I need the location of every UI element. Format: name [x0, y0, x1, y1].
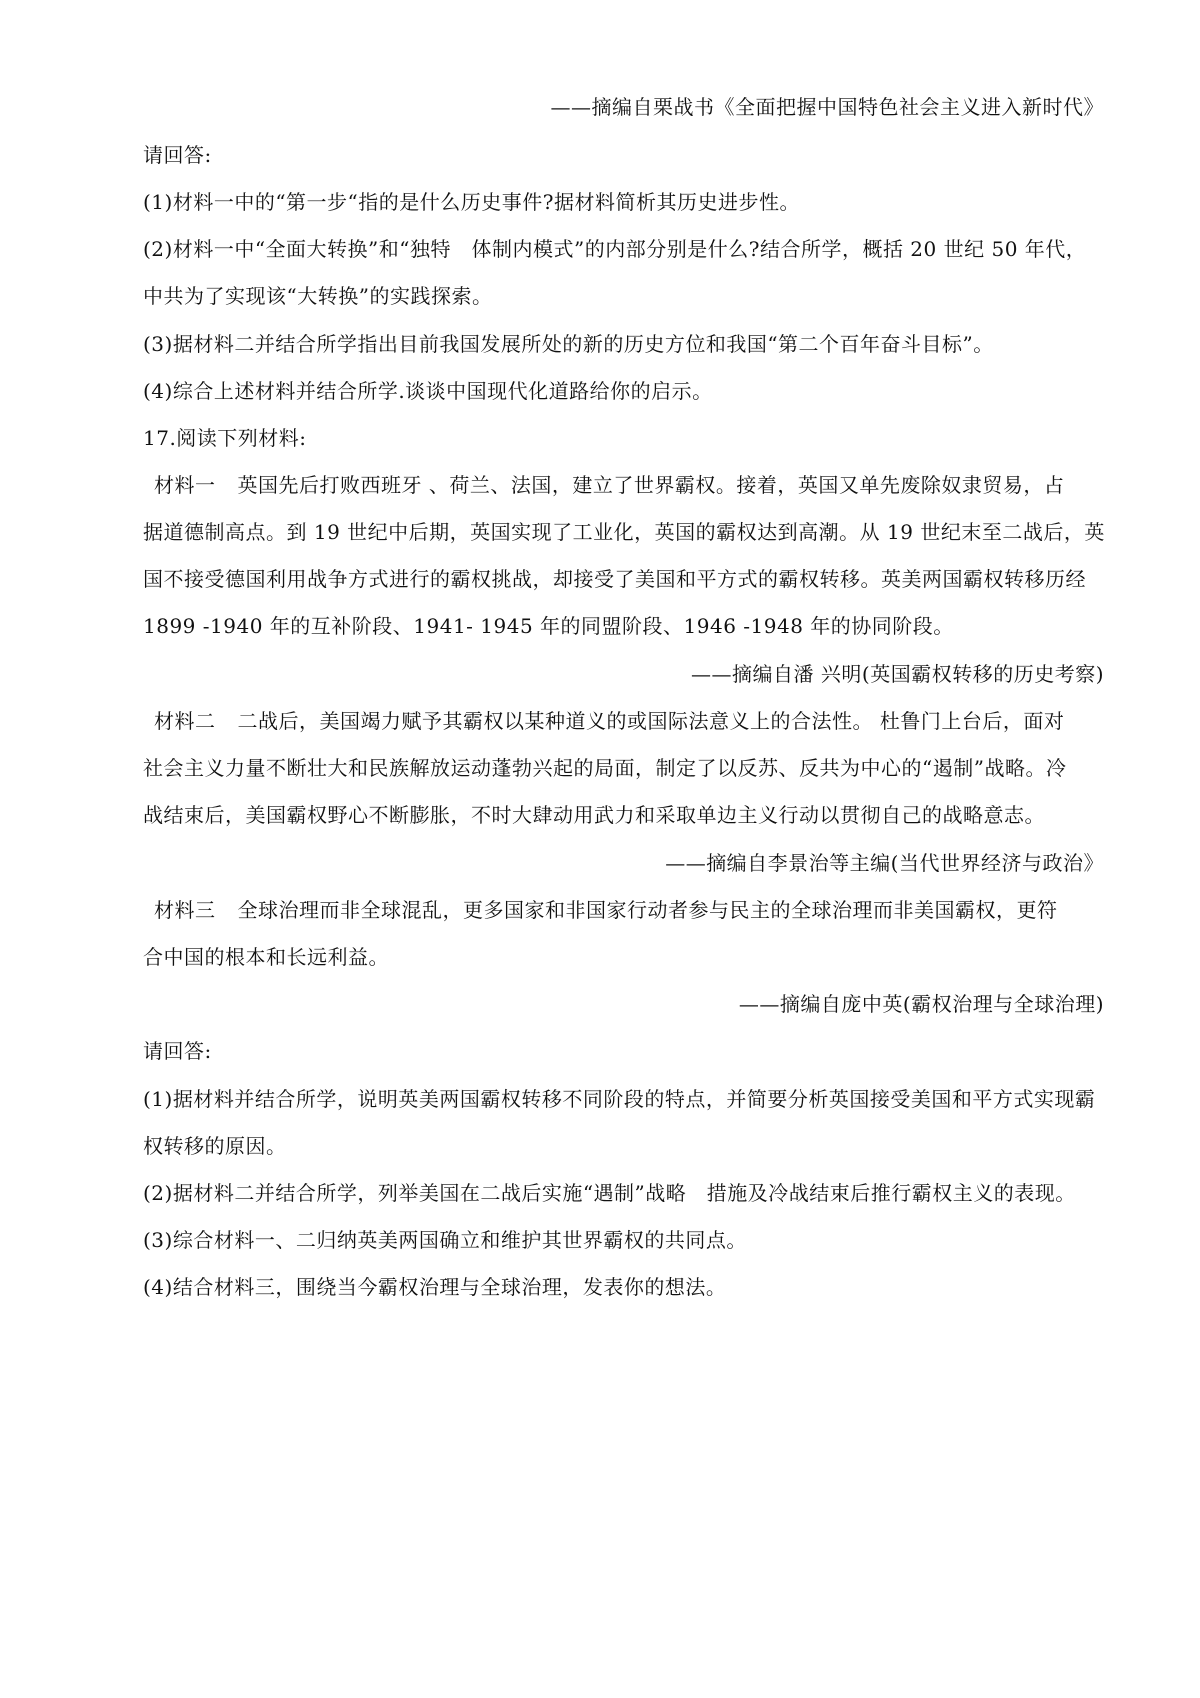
- sub-question-2-continued: 中共为了实现该“大转换”的实践探索。: [143, 284, 493, 308]
- material-1-source: ——摘编自潘 兴明(英国霸权转移的历史考察): [691, 662, 1104, 686]
- sub-question-2: (2)材料一中“全面大转换”和“独特 体制内模式”的内部分别是什么?结合所学，概括 20 世纪 50 年代，: [143, 237, 1087, 261]
- material-3-line-2: 合中国的根本和长远利益。: [143, 945, 389, 969]
- material-2-line-3: 战结束后，美国霸权野心不断膨胀，不时大肆动用武力和采取单边主义行动以贯彻自己的战略意志。: [143, 803, 1045, 827]
- answer-prompt: 请回答:: [143, 1039, 212, 1063]
- answer-prompt: 请回答:: [143, 143, 212, 167]
- sub-question-1-continued: 权转移的原因。: [143, 1134, 287, 1158]
- material-2-text: 二战后，美国竭力赋予其霸权以某种道义的或国际法意义上的合法性。 杜鲁门上台后，面对: [237, 709, 1065, 733]
- question-17-heading: 17.阅读下列材料:: [143, 426, 307, 450]
- material-source-citation: ——摘编自栗战书《全面把握中国特色社会主义进入新时代》: [550, 95, 1104, 119]
- material-1-line-1: [154, 471, 1114, 499]
- material-1-line-3: 国不接受德国利用战争方式进行的霸权挑战，却接受了美国和平方式的霸权转移。英美两国霸权转移历经: [143, 567, 1086, 591]
- sub-question-4: (4)综合上述材料并结合所学.谈谈中国现代化道路给你的启示。: [143, 379, 713, 403]
- material-3-label: 材料三: [154, 898, 216, 922]
- material-1-line-2: 据道德制高点。到 19 世纪中后期，英国实现了工业化，英国的霸权达到高潮。从 19 世纪末至二战后，英: [143, 520, 1105, 544]
- material-1-label: 材料一: [154, 473, 216, 497]
- material-1-line-4: 1899 -1940 年的互补阶段、1941- 1945 年的同盟阶段、1946 -1948 年的协同阶段。: [143, 614, 954, 638]
- material-2-line-1: [154, 707, 1114, 735]
- material-2-source: ——摘编自李景治等主编(当代世界经济与政治》: [665, 851, 1104, 875]
- material-2-line-2: 社会主义力量不断壮大和民族解放运动蓬勃兴起的局面，制定了以反苏、反共为中心的“遏制”战略。冷: [143, 756, 1067, 780]
- sub-question-1: (1)据材料并结合所学，说明英美两国霸权转移不同阶段的特点，并简要分析英国接受美国和平方式实现霸: [143, 1087, 1096, 1111]
- material-1-text: 英国先后打败西班牙 、荷兰、法国，建立了世界霸权。接着，英国又单先废除奴隶贸易，占: [237, 473, 1065, 497]
- material-2-label: 材料二: [154, 709, 216, 733]
- material-3-source: ——摘编自庞中英(霸权治理与全球治理): [738, 992, 1104, 1016]
- sub-question-1: (1)材料一中的“第一步“指的是什么历史事件?据材料简析其历史进步性。: [143, 190, 801, 214]
- sub-question-3: (3)综合材料一、二归纳英美两国确立和维护其世界霸权的共同点。: [143, 1228, 747, 1252]
- sub-question-2: (2)据材料二并结合所学，列举美国在二战后实施“遇制”战略 措施及冷战结束后推行霸权主义的表现。: [143, 1181, 1076, 1205]
- sub-question-3: (3)据材料二并结合所学指出目前我国发展所处的新的历史方位和我国“第二个百年奋斗目标”。: [143, 332, 994, 356]
- material-3-line-1: [154, 896, 1114, 924]
- sub-question-4: (4)结合材料三，围绕当今霸权治理与全球治理，发表你的想法。: [143, 1275, 727, 1299]
- material-3-text: 全球治理而非全球混乱，更多国家和非国家行动者参与民主的全球治理而非美国霸权，更符: [237, 898, 1058, 922]
